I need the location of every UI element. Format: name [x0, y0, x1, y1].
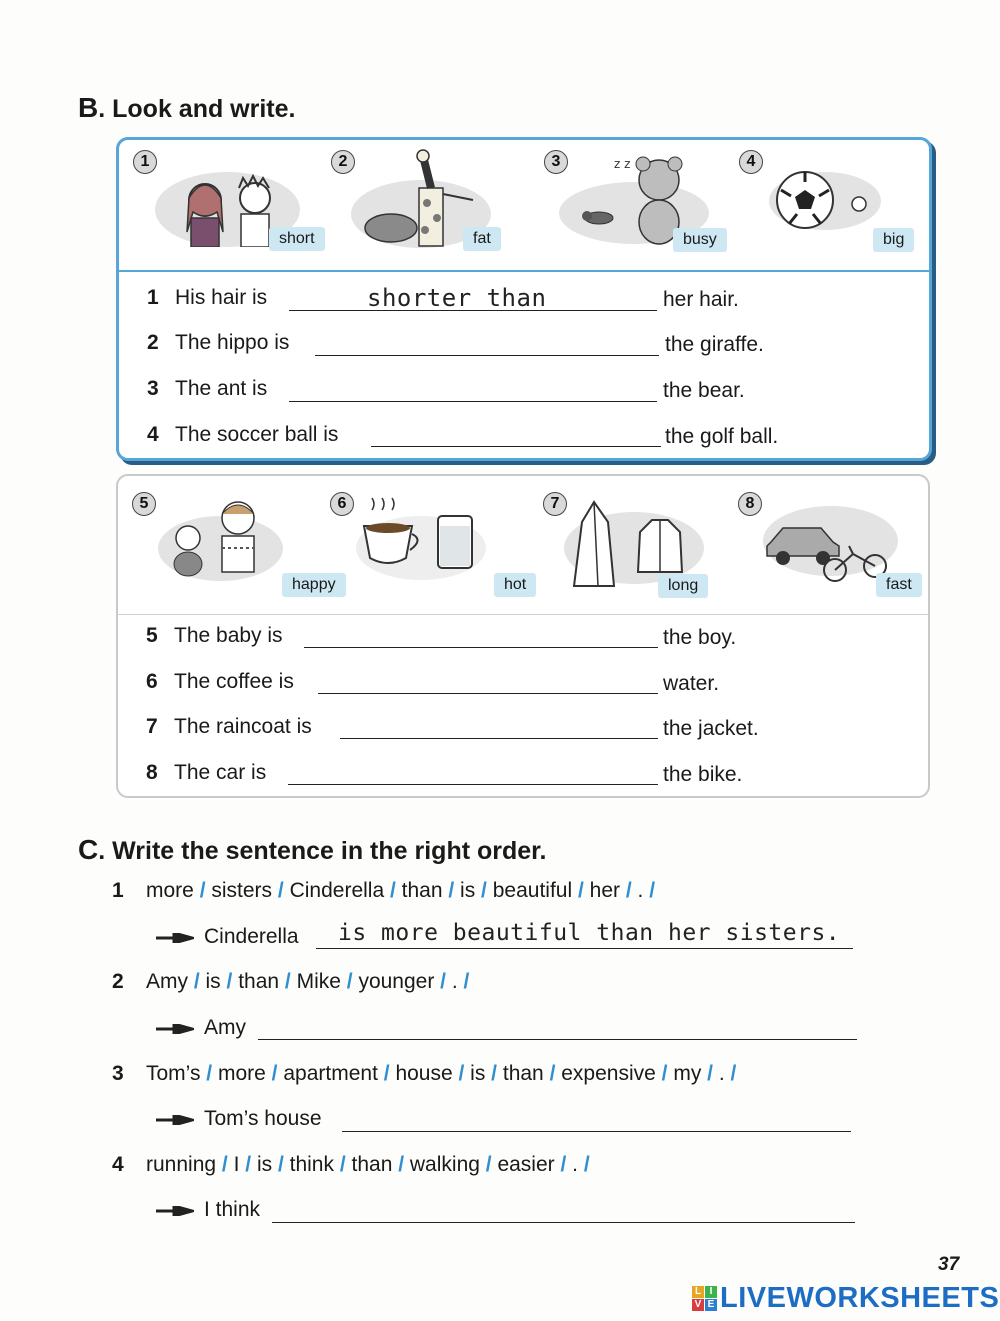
word-chip: . — [451, 970, 458, 993]
word-chip: walking — [409, 1153, 480, 1176]
logo-badge-letter: V — [692, 1299, 704, 1311]
slash-separator: / — [193, 879, 212, 902]
sentence-2-end: the giraffe. — [665, 333, 764, 356]
slash-separator: / — [620, 879, 638, 902]
sentence-5-start — [146, 624, 283, 648]
arrow-icon — [156, 1024, 194, 1034]
box-2-divider — [118, 614, 928, 615]
scrambled-words — [146, 879, 655, 902]
word-chip: easier — [497, 1153, 555, 1176]
prompt-4: I think — [204, 1198, 261, 1221]
slash-separator: / — [724, 1062, 737, 1085]
answer-line-5[interactable] — [304, 647, 658, 648]
word-chip: more — [146, 879, 194, 902]
section-c-title: . Write the sentence in the right order. — [98, 837, 547, 865]
picture-label-big: big — [873, 228, 914, 252]
picture-coffee-and-water — [356, 516, 486, 580]
slash-separator: / — [340, 970, 359, 993]
slash-separator: / — [220, 970, 239, 993]
answer-line-8[interactable] — [288, 784, 658, 785]
word-chip: than — [401, 879, 443, 902]
sentence-text: The baby is — [174, 624, 283, 647]
slash-separator: / — [479, 1153, 498, 1176]
baby-boy-icon — [158, 488, 283, 583]
answer-line-4[interactable] — [371, 446, 661, 447]
word-chip: apartment — [283, 1062, 378, 1085]
word-chip: expensive — [561, 1062, 656, 1085]
sentence-1-start — [147, 286, 267, 310]
order-item-4 — [112, 1153, 590, 1177]
picture-number-7: 7 — [543, 492, 567, 516]
word-chip: sisters — [211, 879, 273, 902]
section-b-letter: B — [78, 92, 99, 123]
slash-separator: / — [701, 1062, 719, 1085]
slash-separator: / — [272, 879, 290, 902]
answer-line-6[interactable] — [318, 693, 658, 694]
word-chip: . — [637, 879, 644, 902]
logo-badge-letter: E — [705, 1299, 717, 1311]
word-chip: than — [502, 1062, 544, 1085]
picture-label-busy: busy — [673, 228, 727, 252]
order-answer-line-1[interactable] — [316, 948, 853, 949]
word-chip: running — [146, 1153, 217, 1176]
slash-separator: / — [543, 1062, 562, 1085]
word-chip: beautiful — [492, 879, 573, 902]
picture-number-6: 6 — [330, 492, 354, 516]
slash-separator: / — [377, 1062, 396, 1085]
word-chip: is — [205, 970, 221, 993]
prompt-3: Tom’s house — [204, 1107, 322, 1130]
sentence-text: The soccer ball is — [175, 423, 339, 446]
order-item-3 — [112, 1062, 736, 1086]
sentence-8-end: the bike. — [663, 763, 743, 786]
sentence-text: The coffee is — [174, 670, 294, 693]
logo-text: LIVEWORKSHEETS — [720, 1282, 1000, 1314]
picture-number-8: 8 — [738, 492, 762, 516]
liveworksheets-logo — [692, 1282, 999, 1315]
balls-icon — [769, 168, 881, 238]
picture-number-3: 3 — [544, 150, 568, 174]
word-chip: is — [256, 1153, 273, 1176]
logo-badge-letter: I — [705, 1286, 717, 1298]
slash-separator: / — [572, 879, 590, 902]
sentence-3-end: the bear. — [663, 379, 745, 402]
word-chip: Mike — [296, 970, 341, 993]
logo-badge-letter: L — [692, 1286, 704, 1298]
sentence-3-start — [147, 377, 267, 401]
word-chip: think — [289, 1153, 334, 1176]
slash-separator: / — [655, 1062, 674, 1085]
item-number: 4 — [112, 1153, 124, 1176]
slash-separator: / — [333, 1153, 352, 1176]
item-number: 3 — [112, 1062, 124, 1085]
sentence-number: 2 — [147, 331, 159, 354]
exercise-box-1 — [116, 137, 932, 461]
word-chip: is — [460, 879, 476, 902]
word-chip: more — [217, 1062, 266, 1085]
sentence-text: His hair is — [175, 286, 268, 309]
handwritten-answer-1: shorter than — [367, 284, 547, 312]
sentence-number: 8 — [146, 761, 158, 784]
section-c-letter: C — [78, 834, 99, 865]
page-number: 37 — [938, 1254, 960, 1275]
section-b-title: . Look and write. — [98, 95, 296, 123]
item-number: 1 — [112, 879, 124, 902]
order-answer-line-3[interactable] — [342, 1131, 851, 1132]
sentence-7-start — [146, 715, 312, 739]
sentence-number: 4 — [147, 423, 159, 446]
word-chip: Tom’s — [146, 1062, 201, 1085]
sentence-5-end: the boy. — [663, 626, 737, 649]
section-c-heading — [78, 834, 546, 866]
picture-label-fast: fast — [876, 573, 922, 597]
word-chip: her — [589, 879, 621, 902]
prompt-2: Amy — [204, 1016, 246, 1039]
picture-number-2: 2 — [331, 150, 355, 174]
item-number: 2 — [112, 970, 124, 993]
section-b-heading — [78, 92, 295, 124]
sentence-2-start — [147, 331, 289, 355]
answer-line-7[interactable] — [340, 738, 658, 739]
word-chip: Cinderella — [289, 879, 385, 902]
slash-separator: / — [279, 970, 297, 993]
slash-separator: / — [188, 970, 206, 993]
slash-separator: / — [485, 1062, 503, 1085]
picture-baby-and-boy — [158, 516, 283, 581]
scrambled-words — [146, 1062, 736, 1085]
picture-soccer-and-golf-ball — [769, 172, 881, 230]
slash-separator: / — [554, 1153, 573, 1176]
word-chip: is — [470, 1062, 486, 1085]
prompt-1: Cinderella — [204, 925, 299, 948]
coffee-water-icon — [356, 496, 486, 586]
box-1-divider — [119, 270, 929, 272]
slash-separator: / — [200, 1062, 218, 1085]
picture-label-short: short — [269, 227, 325, 251]
sentence-6-start — [146, 670, 294, 694]
slash-separator: / — [643, 879, 656, 902]
sentence-text: The raincoat is — [174, 715, 312, 738]
sentence-4-end: the golf ball. — [665, 425, 779, 448]
sentence-6-end: water. — [663, 672, 720, 695]
picture-label-happy: happy — [282, 573, 346, 597]
slash-separator: / — [272, 1153, 290, 1176]
word-chip: I — [233, 1153, 240, 1176]
sentence-number: 6 — [146, 670, 158, 693]
picture-number-5: 5 — [132, 492, 156, 516]
picture-number-1: 1 — [133, 150, 157, 174]
sentence-number: 3 — [147, 377, 159, 400]
word-chip: Amy — [146, 970, 188, 993]
picture-label-hot: hot — [494, 573, 536, 597]
picture-label-fat: fat — [463, 227, 501, 251]
slash-separator: / — [578, 1153, 590, 1176]
slash-separator: / — [452, 1062, 471, 1085]
word-chip: my — [673, 1062, 702, 1085]
slash-separator: / — [434, 970, 452, 993]
slash-separator: / — [384, 879, 402, 902]
slash-separator: / — [475, 879, 493, 902]
scrambled-words — [146, 1153, 590, 1176]
handwritten-order-answer-1: is more beautiful than her sisters. — [338, 920, 841, 946]
svg-text:z z: z z — [614, 157, 631, 171]
sentence-7-end: the jacket. — [663, 717, 759, 740]
slash-separator: / — [442, 879, 461, 902]
sentence-text: The ant is — [175, 377, 268, 400]
sentence-number: 5 — [146, 624, 158, 647]
sentence-4-start — [147, 423, 338, 447]
slash-separator: / — [457, 970, 470, 993]
sentence-number: 7 — [146, 715, 158, 738]
arrow-icon — [156, 933, 194, 943]
exercise-box-2 — [116, 474, 930, 798]
arrow-icon — [156, 1206, 194, 1216]
slash-separator: / — [392, 1153, 410, 1176]
order-item-2 — [112, 970, 469, 994]
logo-badge-icon — [692, 1286, 717, 1311]
picture-car-and-bike — [763, 506, 898, 576]
word-chip: than — [238, 970, 280, 993]
slash-separator: / — [216, 1153, 234, 1176]
word-chip: than — [351, 1153, 393, 1176]
sentence-8-start — [146, 761, 266, 785]
picture-label-long: long — [658, 574, 708, 598]
arrow-icon — [156, 1115, 194, 1125]
sentence-text: The car is — [174, 761, 267, 784]
answer-line-3[interactable] — [289, 401, 657, 402]
order-answer-line-4[interactable] — [272, 1222, 855, 1223]
slash-separator: / — [265, 1062, 284, 1085]
answer-line-2[interactable] — [315, 355, 659, 356]
word-chip: younger — [358, 970, 435, 993]
scrambled-words — [146, 970, 469, 993]
order-item-1 — [112, 879, 655, 903]
picture-number-4: 4 — [739, 150, 763, 174]
slash-separator: / — [239, 1153, 257, 1176]
word-chip: . — [718, 1062, 725, 1085]
sentence-1-end: her hair. — [663, 288, 739, 311]
order-answer-line-2[interactable] — [258, 1039, 857, 1040]
sentence-text: The hippo is — [175, 331, 290, 354]
sentence-number: 1 — [147, 286, 159, 309]
word-chip: house — [395, 1062, 453, 1085]
word-chip: . — [572, 1153, 579, 1176]
